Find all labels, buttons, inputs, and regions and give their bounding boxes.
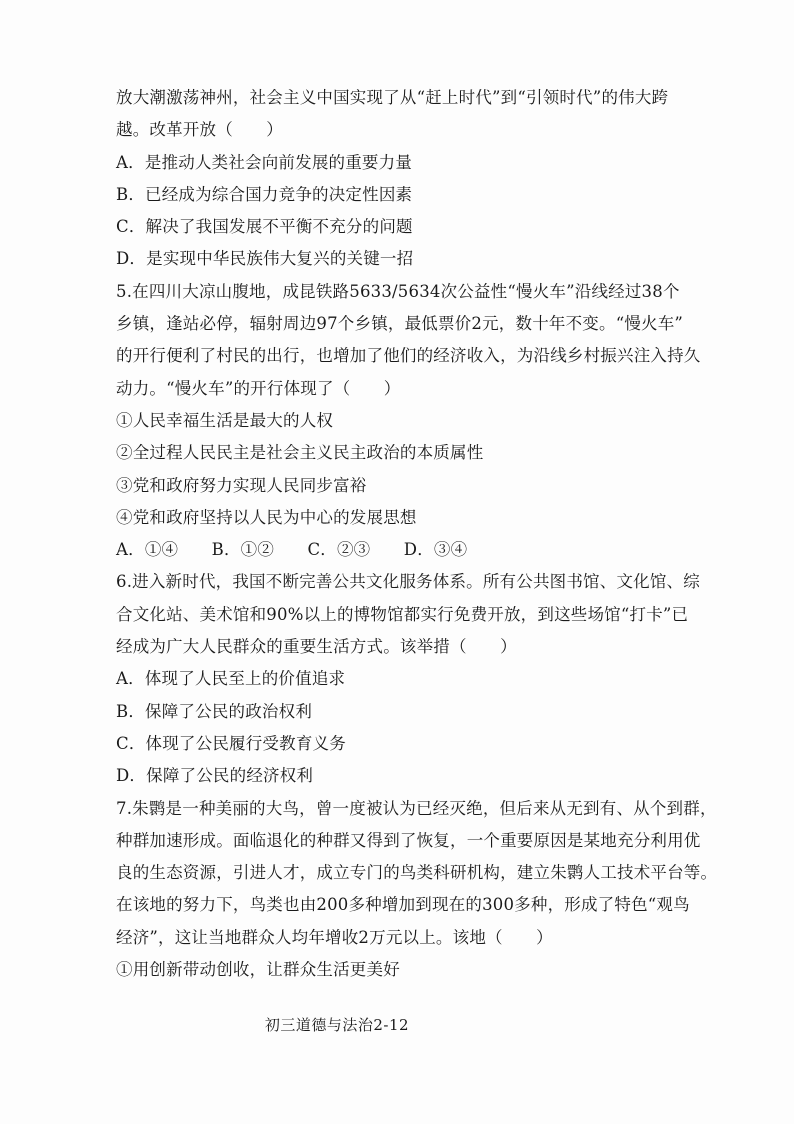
text-line: 放大潮激荡神州，社会主义中国实现了从“赶上时代”到“引领时代”的伟大跨 <box>116 88 669 107</box>
text-line: 的开行便利了村民的出行，也增加了他们的经济收入，为沿线乡村振兴注入持久 <box>116 346 701 366</box>
text-line: ④党和政府坚持以人民为中心的发展思想 <box>116 507 417 527</box>
text-line: ③党和政府努力实现人民同步富裕 <box>116 475 367 495</box>
text-line: 经济”，这让当地群众人均年增收2万元以上。该地（ ） <box>116 927 553 947</box>
text-line: 7.朱鹮是一种美丽的大鸟，曾一度被认为已经灭绝，但后来从无到有、从个到群， <box>116 798 717 818</box>
text-line: ①人民幸福生活是最大的人权 <box>116 410 334 430</box>
text-line: 经成为广大人民群众的重要生活方式。该举措（ ） <box>116 637 517 657</box>
text-line: 乡镇，逢站必停，辐射周边97个乡镇，最低票价2元，数十年不变。“慢火车” <box>116 314 684 334</box>
text-line: B．已经成为综合国力竞争的决定性因素 <box>116 184 413 204</box>
text-line: A．①④ B．①② C．②③ D．③④ <box>116 540 468 560</box>
text-line: D．是实现中华民族伟大复兴的关键一招 <box>116 249 414 269</box>
text-line: 越。改革开放（ ） <box>116 120 283 140</box>
text-line: C．体现了公民履行受教育义务 <box>116 733 346 753</box>
text-line: 种群加速形成。面临退化的种群又得到了恢复，一个重要原因是某地充分利用优 <box>116 830 701 850</box>
text-line: ②全过程人民民主是社会主义民主政治的本质属性 <box>116 443 484 463</box>
text-line: A．是推动人类社会向前发展的重要力量 <box>116 152 413 172</box>
text-line: B．保障了公民的政治权利 <box>116 701 313 721</box>
question-text-block <box>116 82 718 986</box>
text-line: D．保障了公民的经济权利 <box>116 766 314 786</box>
text-line: A．体现了人民至上的价值追求 <box>116 669 346 689</box>
text-line: 5.在四川大凉山腹地，成昆铁路5633/5634次公益性“慢火车”沿线经过38个 <box>116 281 680 301</box>
text-line: 6.进入新时代，我国不断完善公共文化服务体系。所有公共图书馆、文化馆、综 <box>116 572 700 592</box>
text-line: 动力。“慢火车”的开行体现了（ ） <box>116 378 401 398</box>
footer-label: 初三道德与法治2-12 <box>264 1016 410 1034</box>
text-line: C．解决了我国发展不平衡不充分的问题 <box>116 217 413 237</box>
text-line: 良的生态资源，引进人才，成立专门的鸟类科研机构，建立朱鹮人工技术平台等。 <box>116 863 718 883</box>
text-line: 合文化站、美术馆和90%以上的博物馆都实行免费开放，到这些场馆“打卡”已 <box>116 604 689 624</box>
page-footer <box>0 1014 794 1035</box>
text-line: ①用创新带动创收，让群众生活更美好 <box>116 960 400 980</box>
text-line: 在该地的努力下，鸟类也由200多种增加到现在的300多种，形成了特色“观鸟 <box>116 895 690 915</box>
